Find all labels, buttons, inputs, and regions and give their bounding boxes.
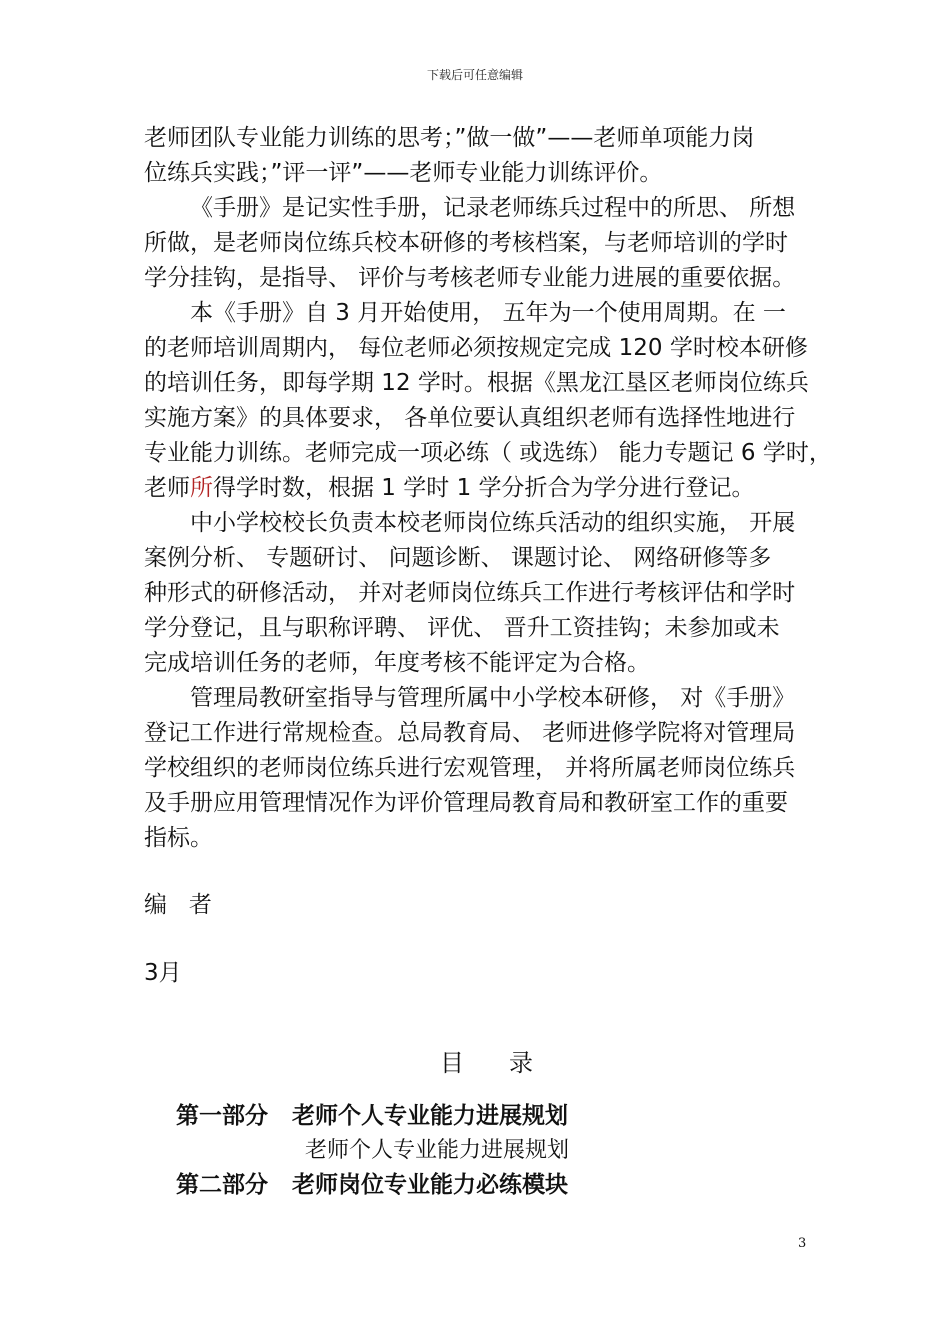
page-header: 下载后可任意编辑 xyxy=(426,68,523,82)
body-line: 老师团队专业能力训练的思考；”做一做”——老师单项能力岗 xyxy=(144,125,755,151)
body-line: 中小学校校长负责本校老师岗位练兵活动的组织实施， 开展 xyxy=(190,510,796,536)
date: 3月 xyxy=(144,960,182,986)
body-line: 案例分析、 专题研讨、 问题诊断、 课题讨论、 网络研修等多 xyxy=(144,545,772,571)
body-line: 位练兵实践；”评一评”——老师专业能力训练评价。 xyxy=(144,160,663,186)
text-span: 得学时数，根据 1 学时 1 学分折合为学分进行登记。 xyxy=(213,475,755,501)
body-line: 登记工作进行常规检查。总局教育局、 老师进修学院将对管理局 xyxy=(144,720,796,746)
toc-title: 目录 xyxy=(440,1049,578,1077)
page-number: 3 xyxy=(798,1236,807,1251)
body-line: 及手册应用管理情况作为评价管理局教育局和教研室工作的重要 xyxy=(144,790,788,816)
body-line: 完成培训任务的老师，年度考核不能评定为合格。 xyxy=(144,650,650,676)
toc-part-2 xyxy=(176,1170,568,1200)
body-line: 所做，是老师岗位练兵校本研修的考核档案，与老师培训的学时 xyxy=(144,230,788,256)
toc-part-label: 第二部分 xyxy=(176,1172,268,1198)
toc-part-title: 老师岗位专业能力必练模块 xyxy=(292,1172,568,1198)
toc-part-title: 老师个人专业能力进展规划 xyxy=(292,1103,568,1129)
red-char: 所 xyxy=(190,475,213,501)
signature: 编 者 xyxy=(144,892,212,918)
body-line: 种形式的研修活动， 并对老师岗位练兵工作进行考核评估和学时 xyxy=(144,580,796,606)
body-line: 学校组织的老师岗位练兵进行宏观管理， 并将所属老师岗位练兵 xyxy=(144,755,796,781)
body-line: 实施方案》的具体要求， 各单位要认真组织老师有选择性地进行 xyxy=(144,405,796,431)
body-line: 本《手册》自 3 月开始使用， 五年为一个使用周期。在 一 xyxy=(190,300,786,326)
body-line-highlight xyxy=(144,473,755,503)
body-line: 指标。 xyxy=(144,825,213,851)
body-line: 专业能力训练。老师完成一项必练（ 或选练） 能力专题记 6 学时， xyxy=(144,440,832,466)
toc-part-label: 第一部分 xyxy=(176,1103,268,1129)
body-line: 学分登记，且与职称评聘、 评优、 晋升工资挂钩；未参加或未 xyxy=(144,615,780,641)
body-line: 《手册》是记实性手册，记录老师练兵过程中的所思、 所想 xyxy=(190,195,796,221)
toc-sub-item: 老师个人专业能力进展规划 xyxy=(305,1138,570,1163)
body-line: 的老师培训周期内， 每位老师必须按规定完成 120 学时校本研修 xyxy=(144,335,808,361)
body-line: 学分挂钩，是指导、 评价与考核老师专业能力进展的重要依据。 xyxy=(144,265,796,291)
toc-part-1 xyxy=(176,1101,568,1131)
body-line: 管理局教研室指导与管理所属中小学校本研修， 对《手册》 xyxy=(190,685,796,711)
body-line: 的培训任务，即每学期 12 学时。根据《黑龙江垦区老师岗位练兵 xyxy=(144,370,809,396)
text-span: 老师 xyxy=(144,475,190,501)
